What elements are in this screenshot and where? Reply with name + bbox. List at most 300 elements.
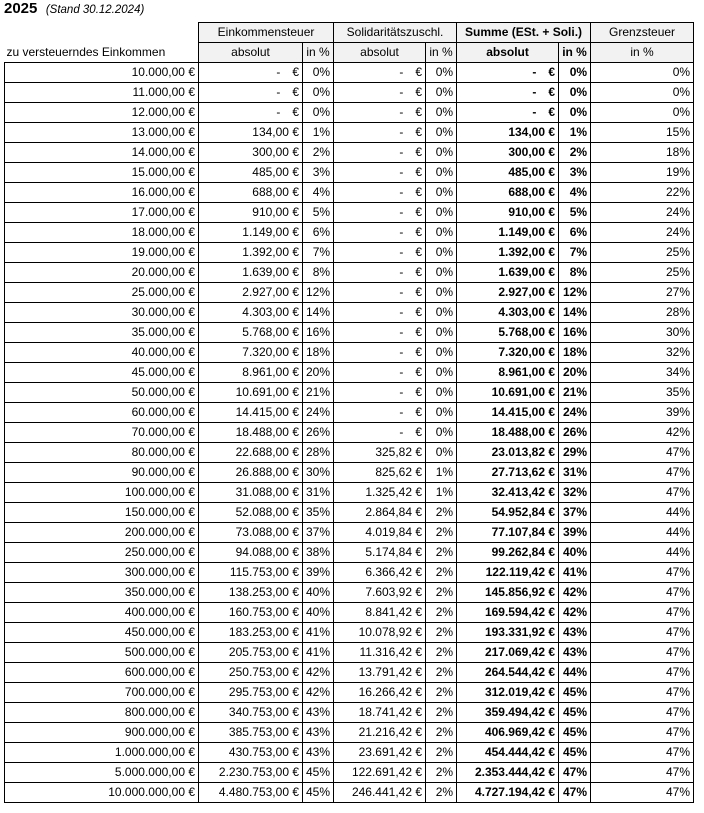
sum-pct-cell: 0%	[559, 83, 591, 103]
table-row	[5, 103, 694, 123]
sum-abs-cell: 14.415,00 €	[457, 403, 559, 423]
marginal-pct-cell: 44%	[591, 523, 694, 543]
soli-abs-cell: - €	[334, 363, 426, 383]
sum-abs-cell: 54.952,84 €	[457, 503, 559, 523]
est-abs-cell: 910,00 €	[199, 203, 303, 223]
soli-abs-cell: 5.174,84 €	[334, 543, 426, 563]
marginal-pct-cell: 47%	[591, 723, 694, 743]
est-pct-cell: 41%	[303, 623, 334, 643]
est-pct-cell: 45%	[303, 783, 334, 803]
est-abs-cell: - €	[199, 63, 303, 83]
sum-pct-cell: 41%	[559, 563, 591, 583]
header-sum-pct: in %	[559, 43, 591, 63]
est-pct-cell: 0%	[303, 63, 334, 83]
marginal-pct-cell: 47%	[591, 623, 694, 643]
sum-abs-cell: - €	[457, 83, 559, 103]
sum-abs-cell: 1.149,00 €	[457, 223, 559, 243]
sum-abs-cell: 1.639,00 €	[457, 263, 559, 283]
sum-pct-cell: 8%	[559, 263, 591, 283]
sum-abs-cell: 312.019,42 €	[457, 683, 559, 703]
soli-abs-cell: 325,82 €	[334, 443, 426, 463]
header-sum-abs: absolut	[457, 43, 559, 63]
sum-abs-cell: 359.494,42 €	[457, 703, 559, 723]
est-abs-cell: 18.488,00 €	[199, 423, 303, 443]
est-pct-cell: 8%	[303, 263, 334, 283]
sum-abs-cell: 454.444,42 €	[457, 743, 559, 763]
table-row	[5, 663, 694, 683]
est-pct-cell: 18%	[303, 343, 334, 363]
soli-pct-cell: 0%	[426, 183, 457, 203]
income-cell: 350.000,00 €	[5, 583, 199, 603]
soli-abs-cell: 8.841,42 €	[334, 603, 426, 623]
soli-abs-cell: 13.791,42 €	[334, 663, 426, 683]
marginal-pct-cell: 47%	[591, 763, 694, 783]
income-cell: 20.000,00 €	[5, 263, 199, 283]
sum-abs-cell: - €	[457, 63, 559, 83]
marginal-pct-cell: 0%	[591, 103, 694, 123]
table-row	[5, 483, 694, 503]
est-pct-cell: 31%	[303, 483, 334, 503]
sum-abs-cell: 4.303,00 €	[457, 303, 559, 323]
soli-pct-cell: 1%	[426, 483, 457, 503]
soli-abs-cell: - €	[334, 63, 426, 83]
est-abs-cell: 5.768,00 €	[199, 323, 303, 343]
table-row	[5, 343, 694, 363]
soli-pct-cell: 2%	[426, 583, 457, 603]
est-abs-cell: 340.753,00 €	[199, 703, 303, 723]
header-income-label: zu versteuerndes Einkommen	[6, 44, 166, 59]
est-abs-cell: 1.639,00 €	[199, 263, 303, 283]
sum-pct-cell: 37%	[559, 503, 591, 523]
sum-pct-cell: 7%	[559, 243, 591, 263]
sum-pct-cell: 0%	[559, 63, 591, 83]
sum-abs-cell: 4.727.194,42 €	[457, 783, 559, 803]
soli-pct-cell: 0%	[426, 103, 457, 123]
sum-pct-cell: 14%	[559, 303, 591, 323]
table-row	[5, 523, 694, 543]
soli-pct-cell: 0%	[426, 283, 457, 303]
income-cell: 16.000,00 €	[5, 183, 199, 203]
table-row	[5, 543, 694, 563]
income-cell: 700.000,00 €	[5, 683, 199, 703]
soli-abs-cell: 16.266,42 €	[334, 683, 426, 703]
table-row	[5, 723, 694, 743]
est-abs-cell: 205.753,00 €	[199, 643, 303, 663]
est-pct-cell: 45%	[303, 763, 334, 783]
sum-pct-cell: 3%	[559, 163, 591, 183]
income-cell: 90.000,00 €	[5, 463, 199, 483]
est-pct-cell: 0%	[303, 83, 334, 103]
est-abs-cell: 115.753,00 €	[199, 563, 303, 583]
table-row	[5, 563, 694, 583]
header-est-abs: absolut	[199, 43, 303, 63]
sum-pct-cell: 43%	[559, 623, 591, 643]
est-pct-cell: 43%	[303, 703, 334, 723]
marginal-pct-cell: 19%	[591, 163, 694, 183]
est-abs-cell: 8.961,00 €	[199, 363, 303, 383]
soli-abs-cell: - €	[334, 123, 426, 143]
table-row	[5, 323, 694, 343]
est-pct-cell: 3%	[303, 163, 334, 183]
sum-pct-cell: 43%	[559, 643, 591, 663]
est-abs-cell: 26.888,00 €	[199, 463, 303, 483]
est-pct-cell: 43%	[303, 743, 334, 763]
income-cell: 60.000,00 €	[5, 403, 199, 423]
soli-abs-cell: 11.316,42 €	[334, 643, 426, 663]
soli-pct-cell: 0%	[426, 123, 457, 143]
est-abs-cell: 138.253,00 €	[199, 583, 303, 603]
est-pct-cell: 37%	[303, 523, 334, 543]
soli-abs-cell: 18.741,42 €	[334, 703, 426, 723]
sum-pct-cell: 45%	[559, 703, 591, 723]
est-abs-cell: 160.753,00 €	[199, 603, 303, 623]
est-abs-cell: 22.688,00 €	[199, 443, 303, 463]
sum-pct-cell: 45%	[559, 743, 591, 763]
marginal-pct-cell: 42%	[591, 423, 694, 443]
sum-abs-cell: 122.119,42 €	[457, 563, 559, 583]
marginal-pct-cell: 35%	[591, 383, 694, 403]
header-marginal-pct: in %	[591, 43, 694, 63]
est-abs-cell: 300,00 €	[199, 143, 303, 163]
soli-pct-cell: 0%	[426, 323, 457, 343]
est-pct-cell: 6%	[303, 223, 334, 243]
est-pct-cell: 2%	[303, 143, 334, 163]
table-row	[5, 63, 694, 83]
sum-abs-cell: 406.969,42 €	[457, 723, 559, 743]
table-row	[5, 143, 694, 163]
header-row-2	[5, 43, 694, 63]
soli-pct-cell: 0%	[426, 203, 457, 223]
soli-abs-cell: - €	[334, 423, 426, 443]
est-pct-cell: 7%	[303, 243, 334, 263]
soli-pct-cell: 2%	[426, 663, 457, 683]
income-cell: 25.000,00 €	[5, 283, 199, 303]
sum-abs-cell: 10.691,00 €	[457, 383, 559, 403]
sum-pct-cell: 21%	[559, 383, 591, 403]
income-cell: 100.000,00 €	[5, 483, 199, 503]
soli-abs-cell: - €	[334, 183, 426, 203]
sum-pct-cell: 42%	[559, 603, 591, 623]
income-cell: 70.000,00 €	[5, 423, 199, 443]
table-row	[5, 643, 694, 663]
soli-pct-cell: 0%	[426, 63, 457, 83]
soli-abs-cell: - €	[334, 163, 426, 183]
table-row	[5, 583, 694, 603]
est-pct-cell: 12%	[303, 283, 334, 303]
est-pct-cell: 0%	[303, 103, 334, 123]
marginal-pct-cell: 30%	[591, 323, 694, 343]
soli-pct-cell: 2%	[426, 783, 457, 803]
est-abs-cell: 385.753,00 €	[199, 723, 303, 743]
marginal-pct-cell: 28%	[591, 303, 694, 323]
soli-abs-cell: - €	[334, 383, 426, 403]
soli-pct-cell: 2%	[426, 683, 457, 703]
header-soli-abs: absolut	[334, 43, 426, 63]
est-abs-cell: 4.303,00 €	[199, 303, 303, 323]
soli-pct-cell: 2%	[426, 543, 457, 563]
est-abs-cell: 73.088,00 €	[199, 523, 303, 543]
sum-abs-cell: 688,00 €	[457, 183, 559, 203]
sum-abs-cell: 1.392,00 €	[457, 243, 559, 263]
table-row	[5, 303, 694, 323]
soli-abs-cell: 23.691,42 €	[334, 743, 426, 763]
soli-pct-cell: 1%	[426, 463, 457, 483]
soli-abs-cell: - €	[334, 263, 426, 283]
table-row	[5, 123, 694, 143]
est-pct-cell: 40%	[303, 583, 334, 603]
income-cell: 40.000,00 €	[5, 343, 199, 363]
est-abs-cell: 2.230.753,00 €	[199, 763, 303, 783]
est-abs-cell: - €	[199, 83, 303, 103]
sum-abs-cell: 2.927,00 €	[457, 283, 559, 303]
sum-abs-cell: 169.594,42 €	[457, 603, 559, 623]
est-pct-cell: 40%	[303, 603, 334, 623]
sum-pct-cell: 5%	[559, 203, 591, 223]
soli-abs-cell: - €	[334, 343, 426, 363]
table-row	[5, 403, 694, 423]
sum-abs-cell: 300,00 €	[457, 143, 559, 163]
soli-pct-cell: 0%	[426, 423, 457, 443]
table-row	[5, 183, 694, 203]
est-pct-cell: 5%	[303, 203, 334, 223]
sum-abs-cell: 18.488,00 €	[457, 423, 559, 443]
sum-abs-cell: 77.107,84 €	[457, 523, 559, 543]
est-pct-cell: 28%	[303, 443, 334, 463]
sum-pct-cell: 44%	[559, 663, 591, 683]
income-cell: 14.000,00 €	[5, 143, 199, 163]
income-cell: 150.000,00 €	[5, 503, 199, 523]
soli-pct-cell: 0%	[426, 83, 457, 103]
soli-pct-cell: 0%	[426, 303, 457, 323]
income-cell: 45.000,00 €	[5, 363, 199, 383]
marginal-pct-cell: 44%	[591, 543, 694, 563]
sum-pct-cell: 31%	[559, 463, 591, 483]
table-row	[5, 603, 694, 623]
est-abs-cell: 4.480.753,00 €	[199, 783, 303, 803]
marginal-pct-cell: 18%	[591, 143, 694, 163]
sum-abs-cell: 264.544,42 €	[457, 663, 559, 683]
year-title: 2025	[4, 0, 38, 17]
sum-pct-cell: 20%	[559, 363, 591, 383]
sum-pct-cell: 45%	[559, 683, 591, 703]
income-cell: 12.000,00 €	[5, 103, 199, 123]
sum-pct-cell: 32%	[559, 483, 591, 503]
soli-abs-cell: 7.603,92 €	[334, 583, 426, 603]
soli-pct-cell: 0%	[426, 163, 457, 183]
income-cell: 13.000,00 €	[5, 123, 199, 143]
sum-pct-cell: 4%	[559, 183, 591, 203]
header-sum: Summe (ESt. + Soli.)	[457, 23, 591, 43]
income-cell: 19.000,00 €	[5, 243, 199, 263]
est-pct-cell: 26%	[303, 423, 334, 443]
est-abs-cell: 485,00 €	[199, 163, 303, 183]
marginal-pct-cell: 25%	[591, 263, 694, 283]
income-cell: 900.000,00 €	[5, 723, 199, 743]
marginal-pct-cell: 47%	[591, 683, 694, 703]
soli-abs-cell: - €	[334, 303, 426, 323]
table-row	[5, 703, 694, 723]
sum-abs-cell: 32.413,42 €	[457, 483, 559, 503]
sum-abs-cell: 99.262,84 €	[457, 543, 559, 563]
sum-abs-cell: 23.013,82 €	[457, 443, 559, 463]
est-pct-cell: 42%	[303, 663, 334, 683]
est-abs-cell: 14.415,00 €	[199, 403, 303, 423]
income-cell: 500.000,00 €	[5, 643, 199, 663]
income-cell: 11.000,00 €	[5, 83, 199, 103]
stand-date: (Stand 30.12.2024)	[45, 4, 145, 16]
soli-pct-cell: 0%	[426, 403, 457, 423]
soli-pct-cell: 2%	[426, 643, 457, 663]
income-cell: 450.000,00 €	[5, 623, 199, 643]
table-row	[5, 423, 694, 443]
soli-pct-cell: 0%	[426, 263, 457, 283]
marginal-pct-cell: 27%	[591, 283, 694, 303]
marginal-pct-cell: 47%	[591, 443, 694, 463]
header-row-1	[5, 23, 694, 43]
marginal-pct-cell: 47%	[591, 743, 694, 763]
marginal-pct-cell: 47%	[591, 703, 694, 723]
est-pct-cell: 41%	[303, 643, 334, 663]
sum-pct-cell: 2%	[559, 143, 591, 163]
soli-pct-cell: 0%	[426, 443, 457, 463]
sum-pct-cell: 1%	[559, 123, 591, 143]
soli-abs-cell: 10.078,92 €	[334, 623, 426, 643]
income-cell: 15.000,00 €	[5, 163, 199, 183]
table-row	[5, 163, 694, 183]
soli-pct-cell: 2%	[426, 743, 457, 763]
est-pct-cell: 14%	[303, 303, 334, 323]
income-cell: 50.000,00 €	[5, 383, 199, 403]
marginal-pct-cell: 0%	[591, 83, 694, 103]
table-row	[5, 463, 694, 483]
income-cell: 600.000,00 €	[5, 663, 199, 683]
est-abs-cell: 134,00 €	[199, 123, 303, 143]
est-pct-cell: 21%	[303, 383, 334, 403]
soli-abs-cell: - €	[334, 243, 426, 263]
sum-abs-cell: 2.353.444,42 €	[457, 763, 559, 783]
table-row	[5, 363, 694, 383]
marginal-pct-cell: 34%	[591, 363, 694, 383]
sum-pct-cell: 29%	[559, 443, 591, 463]
table-row	[5, 383, 694, 403]
est-pct-cell: 1%	[303, 123, 334, 143]
marginal-pct-cell: 25%	[591, 243, 694, 263]
est-abs-cell: 10.691,00 €	[199, 383, 303, 403]
est-pct-cell: 4%	[303, 183, 334, 203]
sum-pct-cell: 18%	[559, 343, 591, 363]
sum-abs-cell: 8.961,00 €	[457, 363, 559, 383]
soli-pct-cell: 0%	[426, 363, 457, 383]
income-cell: 17.000,00 €	[5, 203, 199, 223]
est-pct-cell: 20%	[303, 363, 334, 383]
soli-pct-cell: 2%	[426, 723, 457, 743]
income-cell: 18.000,00 €	[5, 223, 199, 243]
table-row	[5, 283, 694, 303]
marginal-pct-cell: 0%	[591, 63, 694, 83]
soli-abs-cell: - €	[334, 223, 426, 243]
table-row	[5, 263, 694, 283]
title-row	[4, 0, 144, 22]
soli-abs-cell: - €	[334, 143, 426, 163]
est-abs-cell: 295.753,00 €	[199, 683, 303, 703]
marginal-pct-cell: 24%	[591, 223, 694, 243]
marginal-pct-cell: 47%	[591, 463, 694, 483]
marginal-pct-cell: 24%	[591, 203, 694, 223]
income-cell: 1.000.000,00 €	[5, 743, 199, 763]
sum-abs-cell: 485,00 €	[457, 163, 559, 183]
sum-pct-cell: 12%	[559, 283, 591, 303]
table-row	[5, 743, 694, 763]
header-est-pct: in %	[303, 43, 334, 63]
income-cell: 800.000,00 €	[5, 703, 199, 723]
marginal-pct-cell: 22%	[591, 183, 694, 203]
marginal-pct-cell: 47%	[591, 583, 694, 603]
est-abs-cell: 183.253,00 €	[199, 623, 303, 643]
marginal-pct-cell: 47%	[591, 643, 694, 663]
est-pct-cell: 43%	[303, 723, 334, 743]
table-row	[5, 623, 694, 643]
est-abs-cell: 688,00 €	[199, 183, 303, 203]
est-pct-cell: 42%	[303, 683, 334, 703]
marginal-pct-cell: 47%	[591, 663, 694, 683]
soli-abs-cell: - €	[334, 83, 426, 103]
soli-pct-cell: 0%	[426, 143, 457, 163]
table-row	[5, 223, 694, 243]
marginal-pct-cell: 39%	[591, 403, 694, 423]
sum-abs-cell: 7.320,00 €	[457, 343, 559, 363]
est-abs-cell: 250.753,00 €	[199, 663, 303, 683]
table-row	[5, 443, 694, 463]
sum-abs-cell: 5.768,00 €	[457, 323, 559, 343]
soli-pct-cell: 2%	[426, 603, 457, 623]
soli-abs-cell: 825,62 €	[334, 463, 426, 483]
soli-pct-cell: 0%	[426, 343, 457, 363]
est-pct-cell: 35%	[303, 503, 334, 523]
income-cell: 200.000,00 €	[5, 523, 199, 543]
table-row	[5, 83, 694, 103]
sum-pct-cell: 40%	[559, 543, 591, 563]
marginal-pct-cell: 15%	[591, 123, 694, 143]
sum-pct-cell: 0%	[559, 103, 591, 123]
marginal-pct-cell: 44%	[591, 503, 694, 523]
marginal-pct-cell: 47%	[591, 783, 694, 803]
header-soli: Solidaritätszuschl.	[334, 23, 457, 43]
sum-abs-cell: 193.331,92 €	[457, 623, 559, 643]
table-row	[5, 503, 694, 523]
marginal-pct-cell: 32%	[591, 343, 694, 363]
soli-pct-cell: 2%	[426, 763, 457, 783]
header-est: Einkommensteuer	[199, 23, 334, 43]
soli-pct-cell: 0%	[426, 383, 457, 403]
table-row	[5, 763, 694, 783]
marginal-pct-cell: 47%	[591, 603, 694, 623]
est-pct-cell: 39%	[303, 563, 334, 583]
sum-pct-cell: 16%	[559, 323, 591, 343]
income-cell: 30.000,00 €	[5, 303, 199, 323]
est-abs-cell: - €	[199, 103, 303, 123]
sum-abs-cell: 910,00 €	[457, 203, 559, 223]
income-cell: 10.000.000,00 €	[5, 783, 199, 803]
income-cell: 80.000,00 €	[5, 443, 199, 463]
est-abs-cell: 2.927,00 €	[199, 283, 303, 303]
soli-pct-cell: 2%	[426, 563, 457, 583]
soli-abs-cell: 1.325,42 €	[334, 483, 426, 503]
est-abs-cell: 430.753,00 €	[199, 743, 303, 763]
soli-abs-cell: - €	[334, 403, 426, 423]
income-cell: 5.000.000,00 €	[5, 763, 199, 783]
table-row	[5, 783, 694, 803]
sum-pct-cell: 26%	[559, 423, 591, 443]
